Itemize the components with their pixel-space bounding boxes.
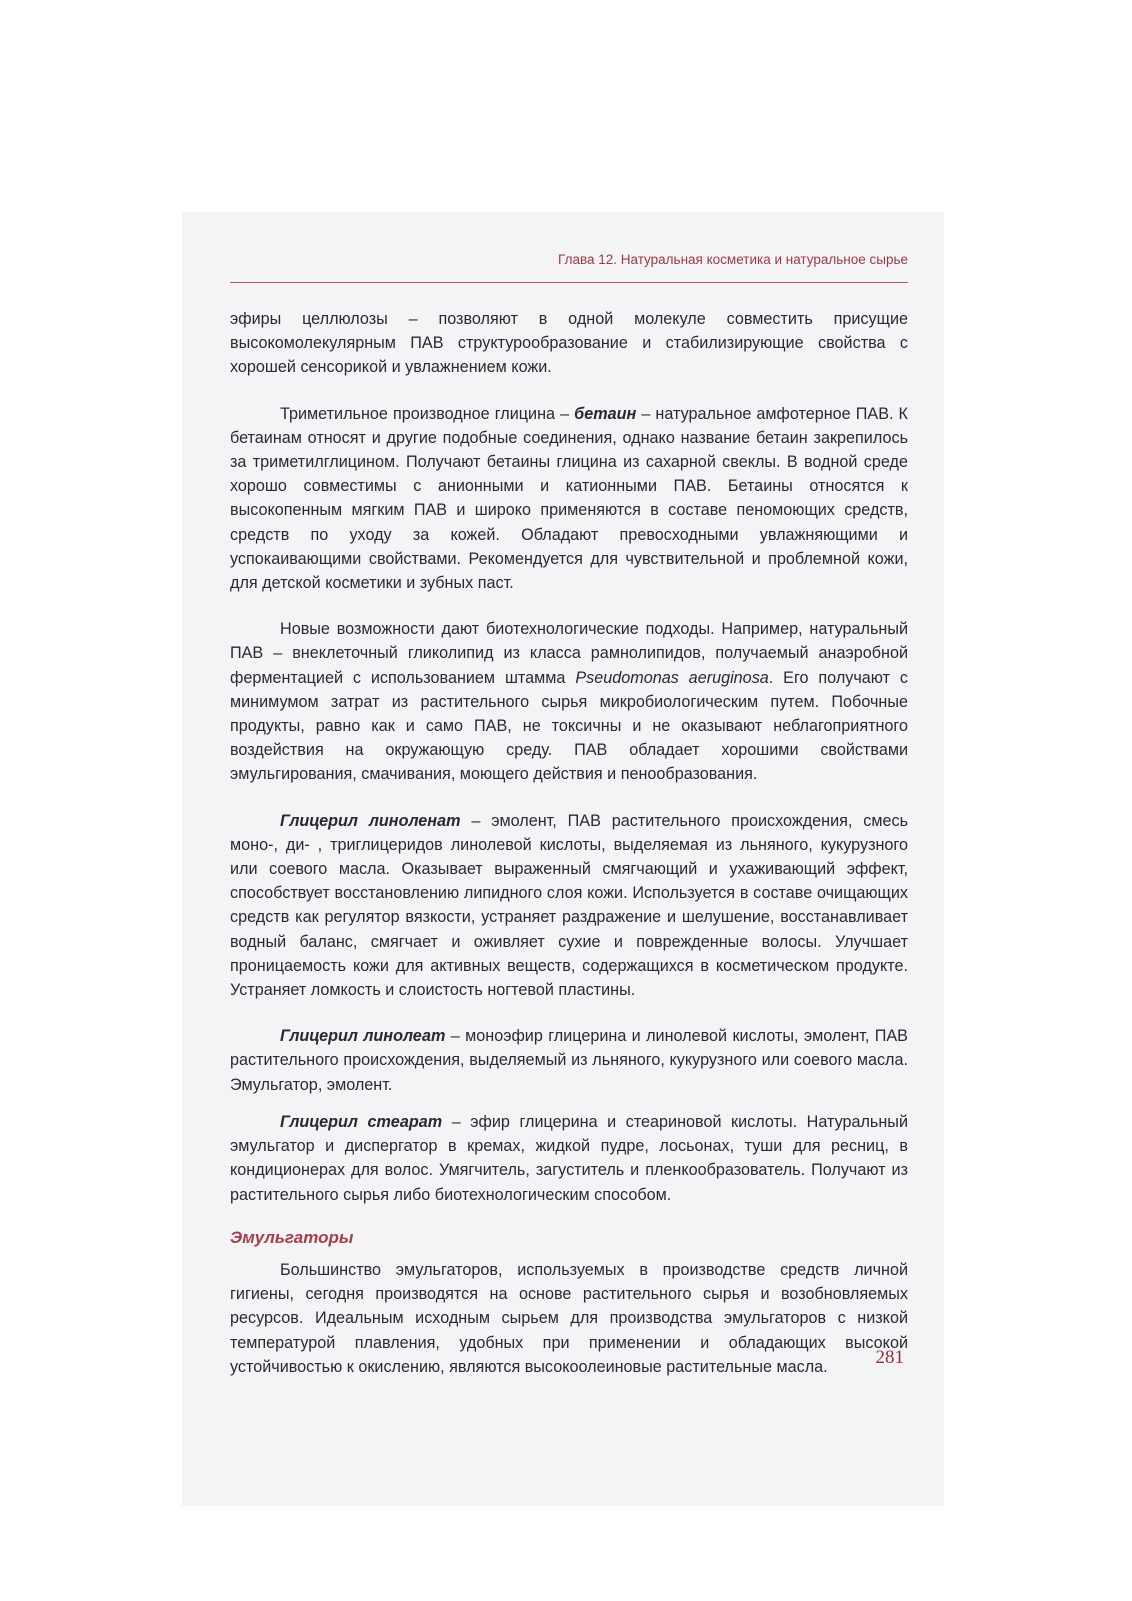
body-text	[230, 307, 908, 1379]
paragraph-text: – натуральное амфотерное ПАВ. К бетаинам относят и другие подобные соединения, однако название бетаин закрепилось за триметилглицином. Получают бетаины глицина из сахарной свеклы. В водной среде хорошо совместимы с анионными и катионными ПАВ. Бетаины относятся к высокопенным мягким ПАВ и широко применяются в составе пеномоющих средств, средств по уходу за кожей. Обладают превосходными увлажняющими и успокаивающими свойствами. Рекомендуется для чувствительной и проблемной кожи, для детской косметики и зубных паст.	[230, 404, 908, 593]
term-glyceryl-stearate: Глицерил стеарат	[280, 1112, 443, 1131]
section-heading-emulsifiers: Эмульгаторы	[230, 1227, 354, 1247]
paragraph-betaine	[230, 402, 908, 596]
header-rule	[230, 282, 908, 283]
paragraph-glyceryl-stearate	[230, 1110, 908, 1207]
latin-species-name: Pseudomonas aeruginosa	[575, 668, 769, 687]
book-page	[182, 212, 944, 1506]
paragraph-glyceryl-linoleate	[230, 1024, 908, 1097]
paragraph-text: – эмолент, ПАВ растительного происхождения, смесь моно-, ди- , триглицеридов линолевой кислоты, выделяемая из льняного, кукурузного или соевого масла. Оказывает выраженный смягчающий и ухаживающий эффект, способствует восстановлению липидного слоя кожи. Используется в составе очищающих средств как регулятор вязкости, устраняет раздражение и шелушение, восстанавливает водный баланс, смягчает и оживляет сухие и поврежденные волосы. Улучшает проницаемость кожи для активных веществ, содержащихся в косметическом продукте. Устраняет ломкость и слоистость ногтевой пластины.	[230, 811, 909, 1000]
paragraph-text: – эфир глицерина и стеариновой кислоты. Натуральный эмульгатор и диспергатор в кремах, жидкой пудре, лосьонах, туши для ресниц, в кондиционерах для волос. Умягчитель, загуститель и пленкообразователь. Получают из растительного сырья либо биотехнологическим способом.	[230, 1112, 908, 1204]
paragraph-glyceryl-linolenate	[230, 809, 908, 1003]
paragraph-emulsifiers: Большинство эмульгаторов, используемых в производстве средств личной гигиены, сегодня производятся на основе растительного сырья и возобновляемых ресурсов. Идеальным исходным сырьем для производства эмульгаторов с низкой температурой плавления, удобных при применении и обладающих высокой устойчивостью к окислению, являются высокоолеиновые растительные масла.	[230, 1260, 908, 1376]
paragraph-continuation: эфиры целлюлозы – позволяют в одной молекуле совместить присущие высокомолекулярным ПАВ структурообразование и стабилизирующие свойства с хорошей сенсорикой и увлажнением кожи.	[230, 310, 908, 377]
paragraph-text: . Его получают с минимумом затрат из растительного сырья микробиологическим путем. Побочные продукты, равно как и само ПАВ, не токсичны и не оказывают неблагоприятного воздействия на окружающую среду. ПАВ обладает хорошими свойствами эмульгирования, смачивания, моющего действия и пенообразования.	[230, 668, 908, 784]
paragraph-text: Триметильное производное глицина –	[280, 404, 575, 423]
paragraph-biotech	[230, 617, 908, 786]
paragraph-text: – моноэфир глицерина и линолевой кислоты, эмолент, ПАВ растительного происхождения, выделяемый из льняного, кукурузного или соевого масла. Эмульгатор, эмолент.	[230, 1027, 908, 1094]
term-glyceryl-linolenate: Глицерил линоленат	[280, 811, 461, 830]
paragraph-text: Новые возможности дают биотехнологические подходы. Например, натуральный ПАВ – внеклеточный гликолипид из класса рамнолипидов, получаемый анаэробной ферментацией с использованием штамма	[230, 620, 908, 687]
page-number: 281	[875, 1347, 904, 1368]
term-betaine: бетаин	[574, 404, 637, 423]
running-header: Глава 12. Натуральная косметика и натуральное сырье	[558, 252, 908, 267]
term-glyceryl-linoleate: Глицерил линолеат	[280, 1027, 446, 1046]
